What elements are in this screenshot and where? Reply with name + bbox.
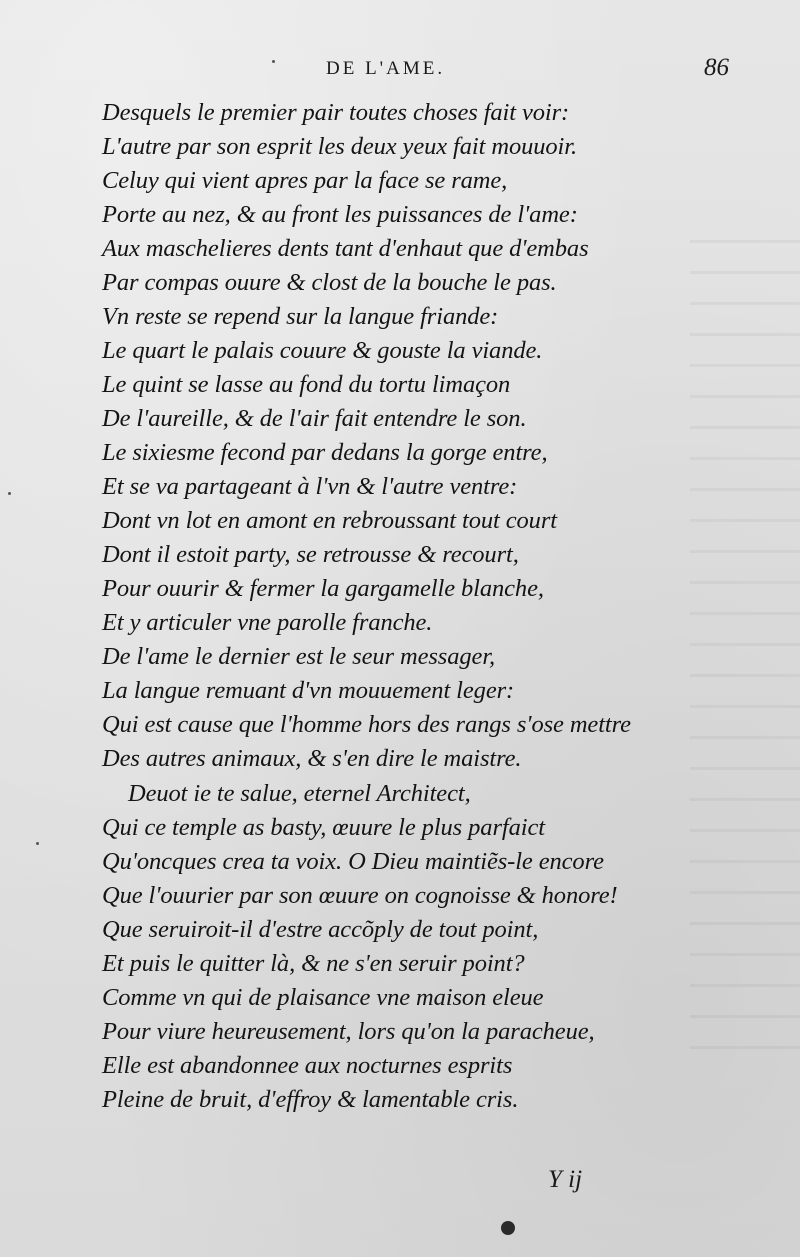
verse-line: Dont vn lot en amont en rebroussant tout court [102,507,557,534]
verse-line: Et se va partageant à l'vn & l'autre ventre: [102,473,518,500]
verse-line: Porte au nez, & au front les puissances de l'ame: [102,201,578,228]
verse-line: Comme vn qui de plaisance vne maison eleue [102,984,544,1011]
verse-line: Qui est cause que l'homme hors des rangs s'ose mettre [102,711,631,738]
verse-line: Dont il estoit party, se retrousse & recourt, [102,541,519,568]
verse-line: Que l'ouurier par son œuure on cognoisse & honore! [102,882,618,909]
verse-line: Desquels le premier pair toutes choses fait voir: [102,99,570,126]
verse-line: Aux maschelieres dents tant d'enhaut que d'embas [102,235,589,262]
verse-line: Qui ce temple as basty, œuure le plus parfaict [102,814,545,841]
verse-line: Le quart le palais couure & gouste la viande. [102,337,543,364]
ink-speck [36,842,39,845]
verse-line: Le quint se lasse au fond du tortu limaçon [102,371,511,398]
verse-line: Le sixiesme fecond par dedans la gorge entre, [102,439,548,466]
verse-line: De l'ame le dernier est le seur messager, [102,643,496,670]
ink-speck [8,492,11,495]
verse-line: Elle est abandonnee aux nocturnes esprits [102,1052,513,1079]
bleed-through-texture [690,240,800,1060]
verse-line: Vn reste se repend sur la langue friande: [102,303,499,330]
verse-line: Pour ouurir & fermer la gargamelle blanche, [102,575,544,602]
verse-line: Des autres animaux, & s'en dire le maistre. [102,745,522,772]
verse-line: Pleine de bruit, d'effroy & lamentable cris. [102,1086,519,1113]
verse-line: Celuy qui vient apres par la face se rame, [102,167,508,194]
verse-line: Que seruiroit-il d'estre accõply de tout point, [102,916,539,943]
verse-line: Pour viure heureusement, lors qu'on la paracheue, [102,1018,595,1045]
verse-line: Deuot ie te salue, eternel Architect, [128,780,471,807]
page-header [0,54,800,88]
verse-line: La langue remuant d'vn mouuement leger: [102,677,515,704]
verse-line: Et y articuler vne parolle franche. [102,609,433,636]
running-head: DE L'AME. [326,58,446,79]
verse-line: Qu'oncques crea ta voix. O Dieu maintiẽs-le encore [102,848,604,875]
verse-line: Par compas ouure & clost de la bouche le pas. [102,269,557,296]
page-number: 86 [704,54,729,81]
verse-line: Et puis le quitter là, & ne s'en seruir point? [102,950,525,977]
verse-line: De l'aureille, & de l'air fait entendre le son. [102,405,527,432]
ink-spot [501,1221,515,1235]
page-footer [0,1166,800,1200]
ink-speck [272,60,275,63]
verse-line: L'autre par son esprit les deux yeux fait mouuoir. [102,133,577,160]
signature-mark: Y ij [548,1166,583,1193]
